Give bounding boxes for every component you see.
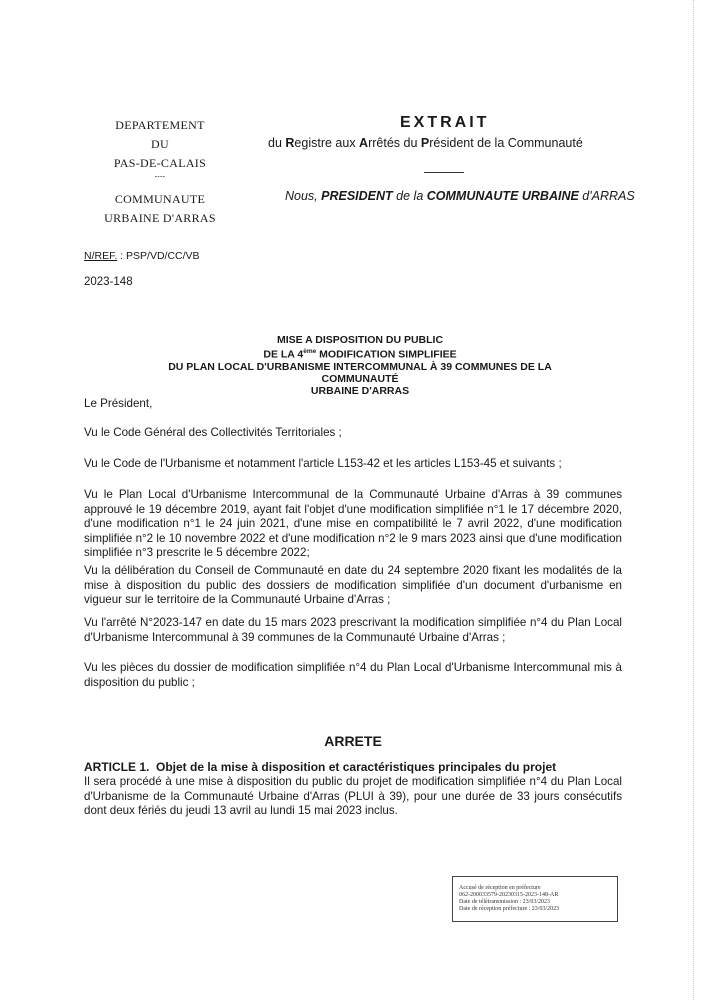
stamp-line: 062-200033579-20230315-2023-148-AR (459, 892, 559, 898)
paragraph-le-president: Le Président, (84, 397, 153, 410)
paragraph-vu-deliberation: Vu la délibération du Conseil de Communauté en date du 24 septembre 2020 fixant les modalités de la mise à disposition du public des dossiers de modification simplifiée d'un document d'urbanisme en vigueur sur le territoire de la Communauté Urbaine d'Arras ; (84, 564, 622, 606)
urbaine-arras-label: URBAINE D'ARRAS (104, 211, 216, 225)
reference-value: : PSP/VD/CC/VB (117, 250, 200, 262)
reference-label: N/REF. (84, 250, 118, 262)
arrete-number: 2023-148 (84, 276, 133, 288)
article-1-text: Il sera procédé à une mise à disposition du public du projet de modification simplifiée n°4 du Plan Local d'Urbanisme de la Communauté Urbaine d'Arras (PLUI à 39), pour une durée de 33 jours consécutifs dont deux fériés du jeudi 13 avril au lundi 15 mai 2023 inclus. (84, 775, 622, 817)
paragraph-vu-arrete: Vu l'arrêté N°2023-147 en date du 15 mars 2023 prescrivant la modification simplifiée n°4 du Plan Local d'Urbanisme Intercommunal à 39 communes de la Communauté Urbaine d'Arras ; (84, 616, 622, 644)
reference-line (84, 250, 200, 262)
document-title: MISE A DISPOSITION DU PUBLIC DE LA 4ème MODIFICATION SIMPLIFIEE DU PLAN LOCAL D'URBANISME INTERCOMMUNAL À 39 COMMUNES DE LA COMMUNAUTÉ URBAINE D'ARRAS (168, 334, 552, 397)
paragraph-vu-cgct: Vu le Code Général des Collectivités Territoriales ; (84, 426, 342, 439)
registre-subtitle: du Registre aux Arrêtés du Président de la Communauté (268, 136, 583, 150)
scan-edge-decoration (692, 0, 694, 1000)
communaute-block (90, 190, 230, 228)
stamp-line: Accusé de réception en préfecture (459, 885, 541, 891)
header-divider (424, 172, 464, 173)
separator-dashes: ---- (154, 172, 166, 180)
paragraph-vu-code-urbanisme: Vu le Code de l'Urbanisme et notamment l'article L153-42 et les articles L153-45 et suivants ; (84, 457, 562, 470)
extrait-title: EXTRAIT (400, 114, 490, 131)
stamp-line: Date de réception préfecture : 23/03/2023 (459, 906, 560, 912)
paragraph-vu-pieces: Vu les pièces du dossier de modification simplifiée n°4 du Plan Local d'Urbanisme Intercommunal mis à disposition du public ; (84, 661, 622, 689)
article-1-heading: ARTICLE 1. Objet de la mise à disposition et caractéristiques principales du projet (84, 760, 557, 774)
departement-label: DEPARTEMENT (115, 118, 205, 132)
communaute-label: COMMUNAUTE (114, 192, 206, 206)
nous-president-line: Nous, PRESIDENT de la COMMUNAUTE URBAINE d'ARRAS (285, 189, 635, 203)
departement-block (90, 116, 230, 179)
paragraph-vu-plui: Vu le Plan Local d'Urbanisme Intercommunal de la Communauté Urbaine d'Arras à 39 communes approuvé le 19 décembre 2019, ayant fait l'objet d'une modification simplifiée n°1 le 17 décembre 2020, d'une modification n°1 le 24 juin 2021, d'une mise en compatibilité le 7 avril 2022, d'une modification simplifiée n°2 le 10 novembre 2022 et d'une modification n°2 le 9 mars 2023 ainsi que d'une modification simplifiée n°3 prescrite le 5 décembre 2022; (84, 488, 622, 559)
du-label: DU (151, 137, 169, 151)
arrete-heading: ARRETE (324, 733, 382, 749)
pas-de-calais-label: PAS-DE-CALAIS (113, 156, 207, 170)
stamp-line: Date de télétransmission : 23/03/2023 (459, 899, 550, 905)
reception-stamp (452, 876, 618, 922)
